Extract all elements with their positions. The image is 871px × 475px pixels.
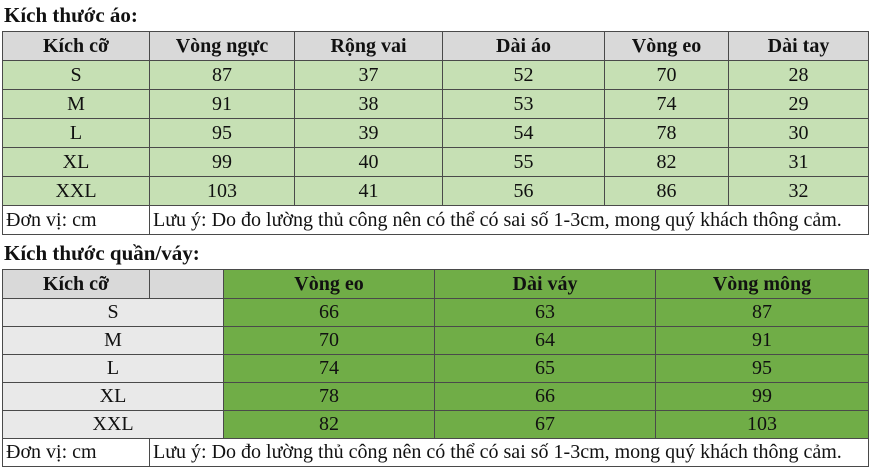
pants-size-title: Kích thước quần/váy: xyxy=(4,241,200,265)
size-cell: XXL xyxy=(3,177,150,206)
note-text: Lưu ý: Do đo lường thủ công nên có thể có sai số 1-3cm, mong quý khách thông cảm. xyxy=(150,206,869,235)
table-cell: 40 xyxy=(295,148,443,177)
column-header: Vòng eo xyxy=(224,270,435,299)
shirt-size-table xyxy=(2,31,869,235)
table-cell: 103 xyxy=(656,411,869,439)
column-header: Kích cỡ xyxy=(3,32,150,61)
note-row xyxy=(3,439,869,467)
table-row xyxy=(3,383,869,411)
size-cell: M xyxy=(3,327,224,355)
shirt-size-title: Kích thước áo: xyxy=(4,3,138,27)
table-cell: 95 xyxy=(150,119,295,148)
table-cell: 95 xyxy=(656,355,869,383)
table-header-row xyxy=(3,32,869,61)
table-cell: 86 xyxy=(605,177,729,206)
table-cell: 41 xyxy=(295,177,443,206)
size-cell: L xyxy=(3,119,150,148)
note-text: Lưu ý: Do đo lường thủ công nên có thể có sai số 1-3cm, mong quý khách thông cảm. xyxy=(150,439,869,467)
column-header: Dài áo xyxy=(443,32,605,61)
table-cell: 74 xyxy=(605,90,729,119)
table-cell: 30 xyxy=(729,119,869,148)
table-cell: 78 xyxy=(605,119,729,148)
table-cell: 103 xyxy=(150,177,295,206)
table-row xyxy=(3,119,869,148)
table-cell: 70 xyxy=(224,327,435,355)
size-cell: XL xyxy=(3,383,224,411)
table-cell: 55 xyxy=(443,148,605,177)
table-cell: 39 xyxy=(295,119,443,148)
table-cell: 99 xyxy=(656,383,869,411)
size-cell: S xyxy=(3,61,150,90)
table-cell: 63 xyxy=(435,299,656,327)
table-cell: 87 xyxy=(150,61,295,90)
column-header: Vòng mông xyxy=(656,270,869,299)
table-row xyxy=(3,299,869,327)
table-row xyxy=(3,355,869,383)
size-cell: L xyxy=(3,355,224,383)
table-row xyxy=(3,411,869,439)
column-header: Rộng vai xyxy=(295,32,443,61)
table-row xyxy=(3,327,869,355)
table-cell: 91 xyxy=(150,90,295,119)
table-cell: 66 xyxy=(224,299,435,327)
table-cell: 38 xyxy=(295,90,443,119)
column-header: Dài tay xyxy=(729,32,869,61)
unit-label: Đơn vị: cm xyxy=(3,206,150,235)
table-cell: 65 xyxy=(435,355,656,383)
table-cell: 66 xyxy=(435,383,656,411)
table-cell: 54 xyxy=(443,119,605,148)
table-cell: 82 xyxy=(224,411,435,439)
size-cell: S xyxy=(3,299,224,327)
column-header: Vòng eo xyxy=(605,32,729,61)
table-header-row xyxy=(3,270,869,299)
table-cell: 56 xyxy=(443,177,605,206)
table-cell: 37 xyxy=(295,61,443,90)
unit-label: Đơn vị: cm xyxy=(3,439,150,467)
column-header: Kích cỡ xyxy=(3,270,150,299)
column-header-blank xyxy=(150,270,224,299)
table-cell: 87 xyxy=(656,299,869,327)
column-header: Dài váy xyxy=(435,270,656,299)
size-cell: XL xyxy=(3,148,150,177)
table-cell: 31 xyxy=(729,148,869,177)
size-cell: M xyxy=(3,90,150,119)
table-cell: 78 xyxy=(224,383,435,411)
table-row xyxy=(3,177,869,206)
table-cell: 74 xyxy=(224,355,435,383)
column-header: Vòng ngực xyxy=(150,32,295,61)
table-row xyxy=(3,90,869,119)
note-row xyxy=(3,206,869,235)
table-cell: 70 xyxy=(605,61,729,90)
pants-size-table xyxy=(2,269,869,467)
table-cell: 64 xyxy=(435,327,656,355)
size-cell: XXL xyxy=(3,411,224,439)
table-row xyxy=(3,148,869,177)
table-cell: 99 xyxy=(150,148,295,177)
table-cell: 82 xyxy=(605,148,729,177)
table-cell: 91 xyxy=(656,327,869,355)
table-cell: 52 xyxy=(443,61,605,90)
table-cell: 29 xyxy=(729,90,869,119)
table-cell: 32 xyxy=(729,177,869,206)
table-cell: 28 xyxy=(729,61,869,90)
table-row xyxy=(3,61,869,90)
table-cell: 67 xyxy=(435,411,656,439)
table-cell: 53 xyxy=(443,90,605,119)
